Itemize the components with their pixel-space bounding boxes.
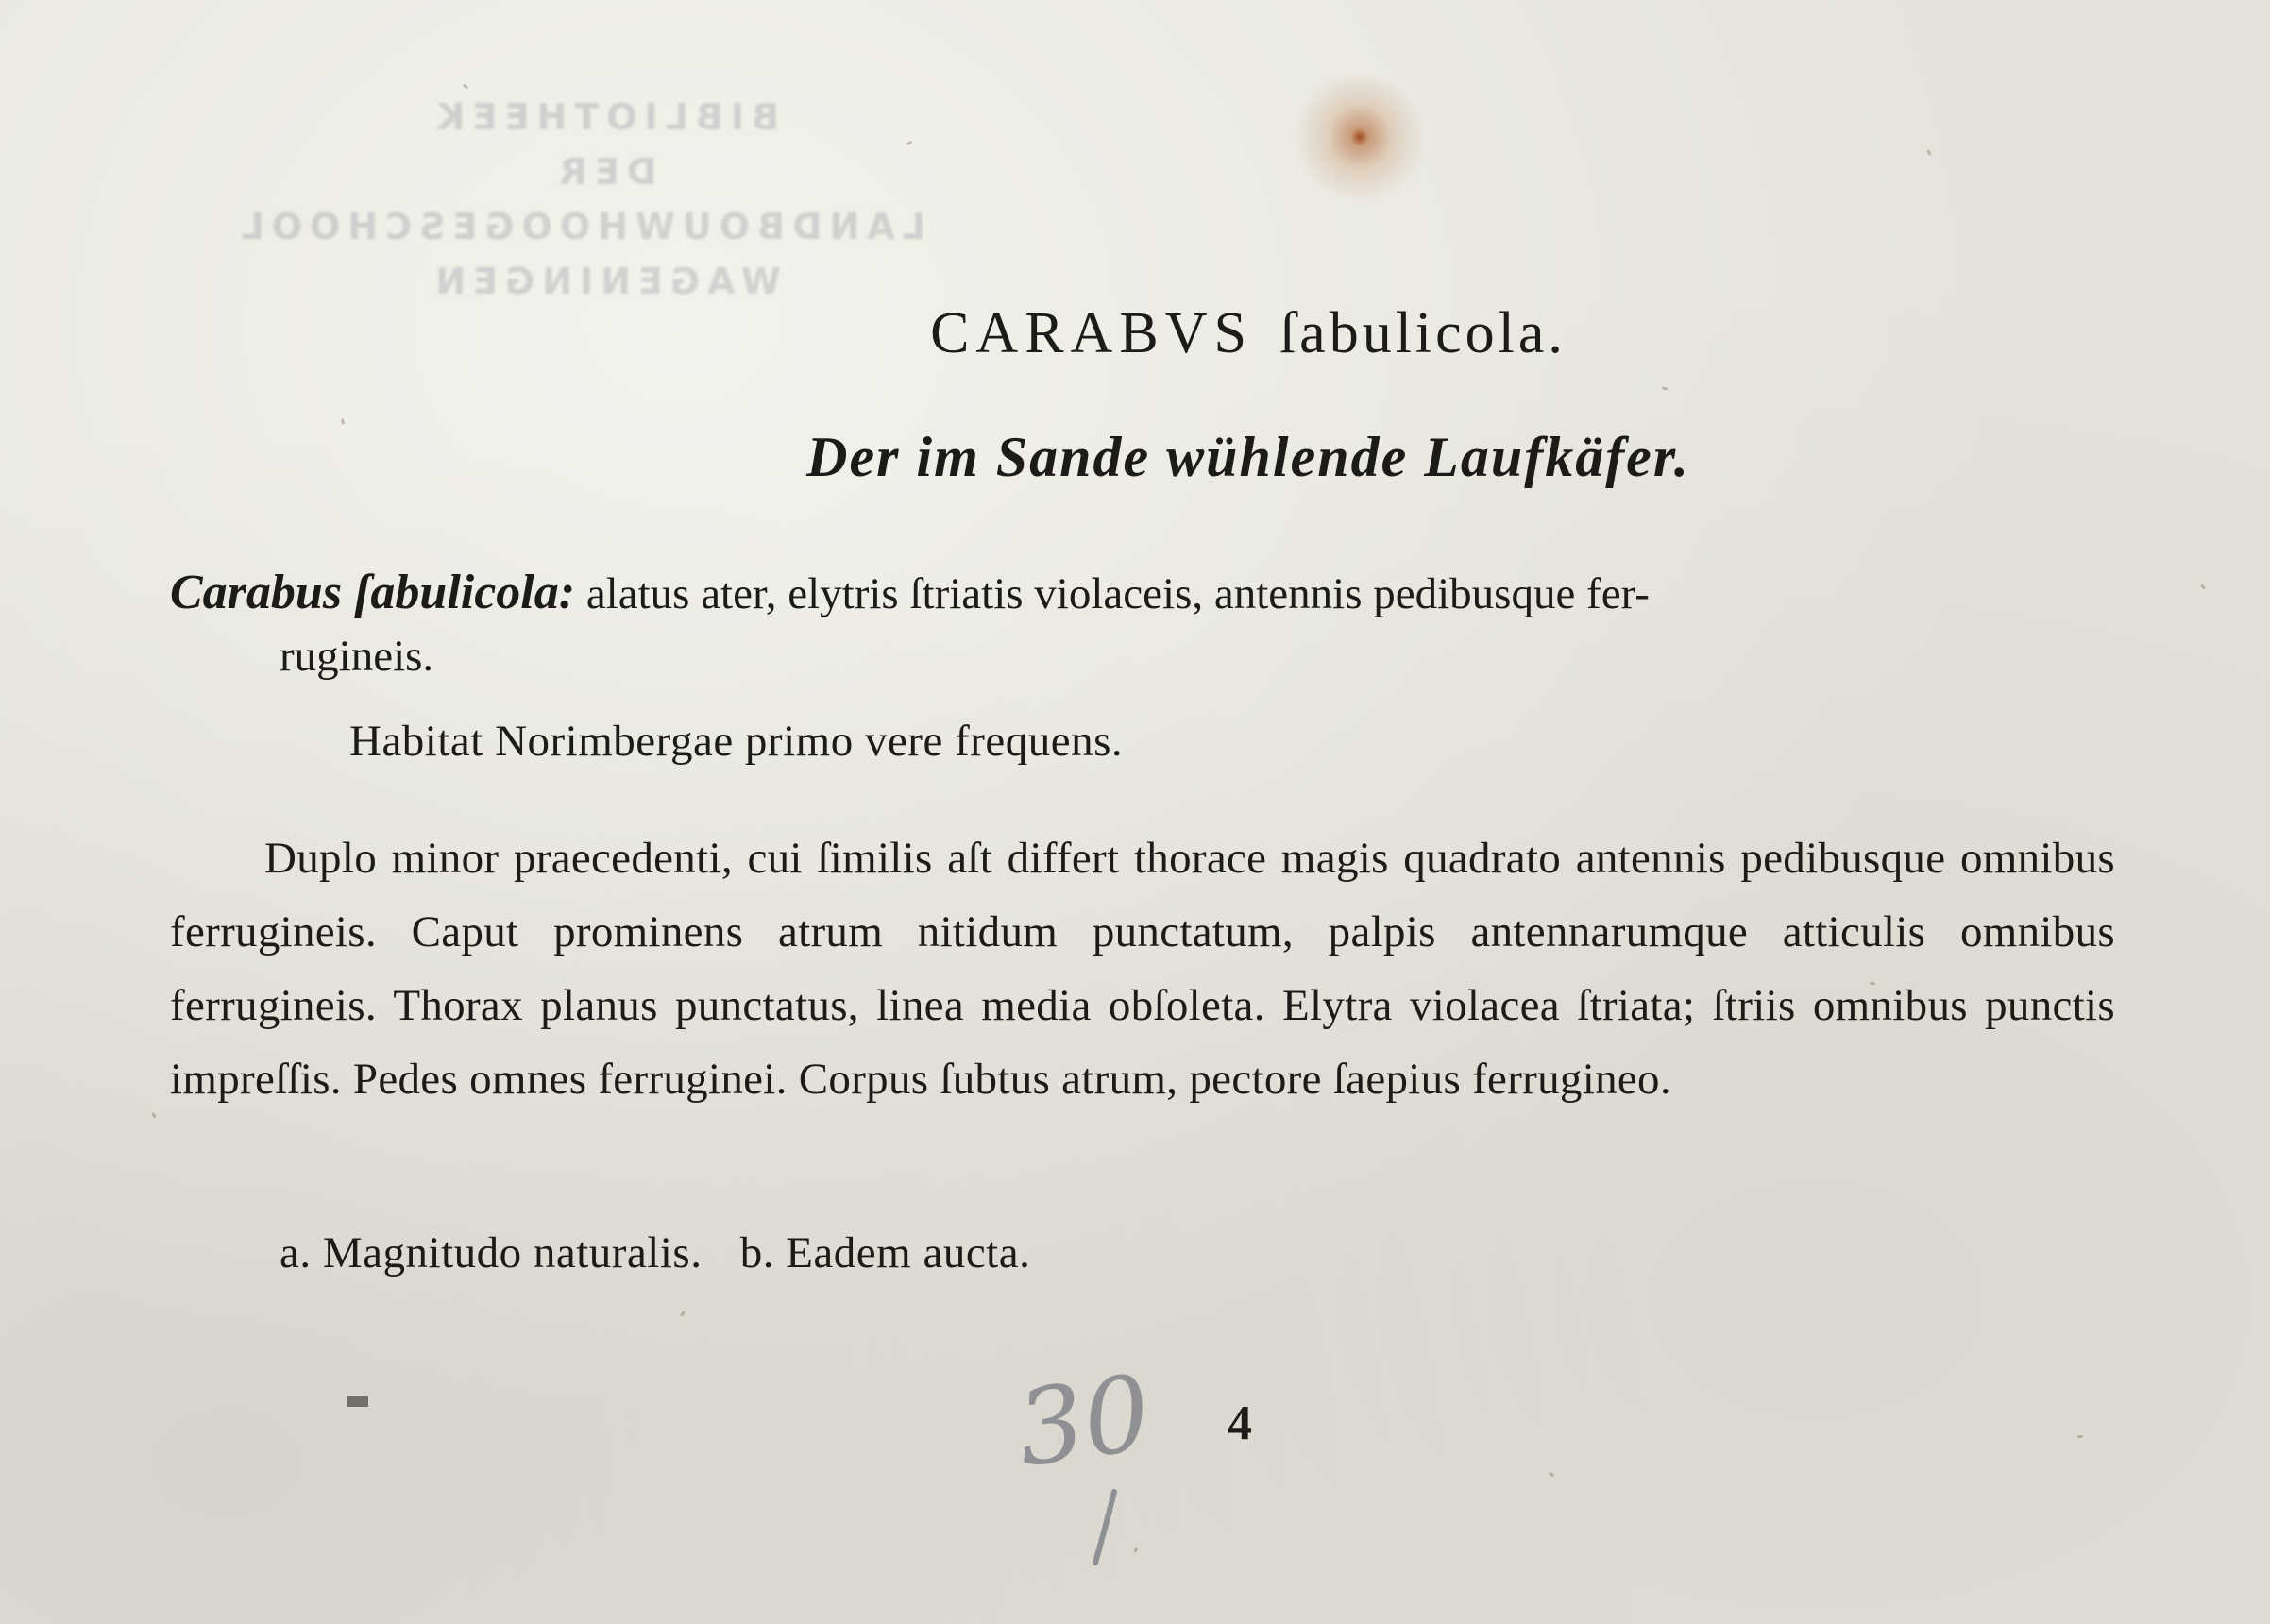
stamp-line: LANDBOUWHOOGESCHOOL (233, 206, 925, 247)
diagnosis-text: alatus ater, elytris ſtriatis violaceis, antennis pedibusque fer- (585, 569, 1650, 618)
paper-fleck (463, 83, 469, 89)
stamp-line: WAGENINGEN (428, 261, 781, 302)
diagnosis-line-1 (170, 555, 2115, 632)
paper-fleck (341, 418, 345, 424)
ink-mark (347, 1396, 368, 1407)
handwritten-number (1001, 1341, 1209, 1586)
title-species: ſabulicola. (1279, 301, 1567, 365)
paper-fleck (2077, 1434, 2084, 1438)
paper-fleck (1662, 386, 1669, 391)
habitat-text: Habitat Norimbergae primo vere frequens. (349, 717, 1124, 766)
paper-fleck (680, 1311, 686, 1317)
paper-fleck (1926, 149, 1932, 156)
page-title (113, 300, 2270, 367)
page-subtitle: Der im Sande wühlende Laufkäfer. (806, 426, 1690, 488)
paper-fleck (1549, 1472, 1555, 1478)
paper-fleck (2200, 584, 2206, 589)
stamp-line: DER (551, 151, 657, 193)
legend-b: b. Eadem aucta. (739, 1228, 1031, 1277)
handwritten-number-text: 30 (1009, 1351, 1158, 1491)
stamp-line: BIBLIOTHEEK (430, 96, 779, 138)
rust-stain (1289, 76, 1431, 198)
figure-legend (280, 1227, 1057, 1278)
description-paragraph: Duplo minor praecedenti, cui ſimilis aſt differt thorace magis quadrato antennis pedibusque omnibus ferrugineis. Caput prominens atrum nitidum punctatum, palpis antennarumque atticulis omnibus ferrugineis. Thorax planus punctatus, linea media obſoleta. Elytra violacea ſtriata; ſtriis omnibus punctis impreſſis. Pedes omnes ferruginei. Corpus ſubtus atrum, pectore ſaepius ferrugineo. (170, 834, 2115, 1104)
page-number: 4 (1228, 1396, 1252, 1450)
legend-a: a. Magnitudo naturalis. (280, 1228, 703, 1277)
diagnosis-line-2: rugineis. (280, 632, 434, 681)
paper-fleck (152, 1112, 157, 1119)
library-stamp-bleedthrough (233, 90, 925, 309)
title-genus: CARABVS (930, 301, 1253, 365)
species-name: Carabus ſabulicola: (170, 566, 576, 619)
